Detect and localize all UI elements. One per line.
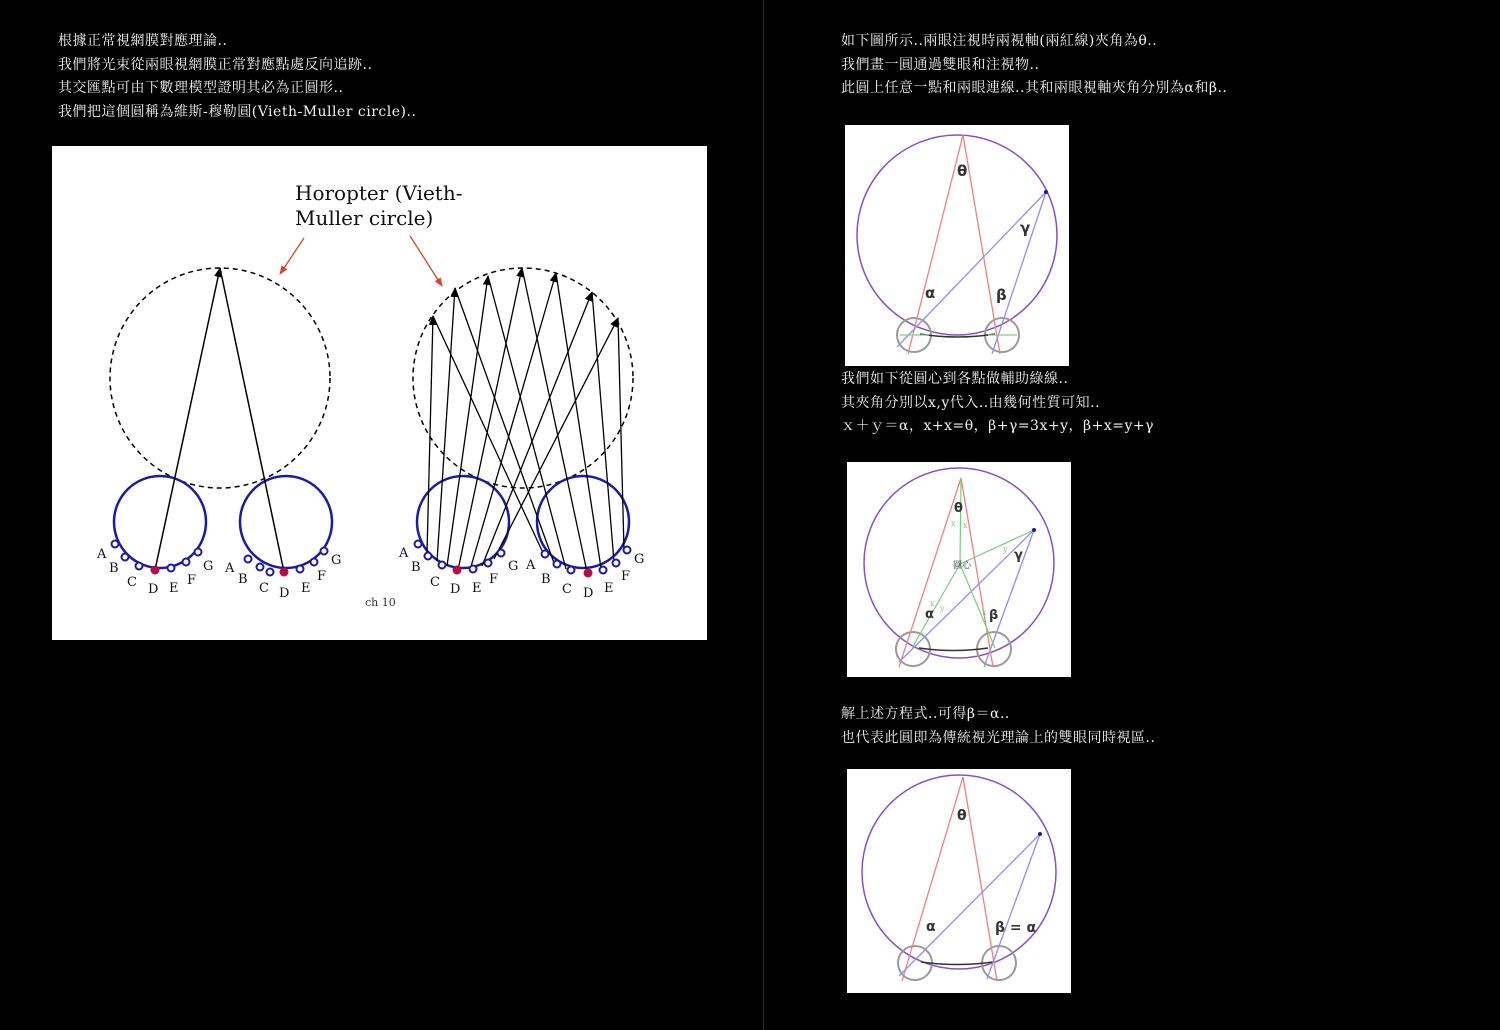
text-line: 解上述方程式..可得β＝α.. [841, 706, 1010, 722]
retina-labels-right [398, 546, 644, 601]
rays-right [427, 268, 624, 572]
geometry-figure-1 [845, 125, 1069, 366]
svg-text:y: y [940, 604, 945, 613]
svg-text:E: E [604, 581, 614, 596]
svg-text:E: E [472, 581, 482, 596]
text-line: 也代表此圓即為傳統視光理論上的雙眼同時視區.. [841, 729, 1156, 746]
visual-axes [902, 777, 997, 981]
text-line: 我們如下從圓心到各點做輔助綠線.. [841, 371, 1069, 387]
figure-title-line1: Horopter (Vieth- [295, 181, 463, 205]
text-line: 其夾角分別以x,y代入..由幾何性質可知.. [841, 394, 1101, 411]
theta-label: θ [957, 808, 967, 824]
svg-text:A: A [225, 561, 235, 576]
visual-axes [899, 478, 993, 667]
gamma-label: γ [1014, 548, 1023, 563]
vieth-muller-circle [862, 775, 1056, 969]
right-paragraph-2 [841, 368, 1154, 439]
right-paragraph-1 [841, 30, 1227, 101]
page-divider [763, 0, 764, 1030]
beta-equals-alpha-label: β = α [995, 920, 1037, 936]
svg-text:D: D [450, 582, 461, 597]
title-pointer-left [280, 238, 304, 274]
figure-title-line2: Muller circle) [295, 206, 434, 230]
svg-text:x: x [930, 599, 935, 608]
svg-text:A: A [526, 558, 536, 573]
slide-label: ch 10 [365, 596, 396, 609]
retina-points-left [112, 541, 328, 576]
retina-labels-left [96, 547, 341, 601]
text-line: 此圓上任意一點和兩眼連線..其和兩眼視軸夾角分別為α和β.. [841, 80, 1228, 96]
svg-text:B: B [238, 572, 248, 587]
svg-text:D: D [279, 586, 290, 601]
svg-text:C: C [127, 575, 137, 590]
svg-text:G: G [508, 559, 519, 574]
svg-text:G: G [331, 553, 342, 568]
left-paragraph [58, 30, 416, 124]
alpha-label: α [925, 607, 934, 622]
svg-text:A: A [97, 547, 107, 562]
alpha-label: α [925, 284, 936, 302]
auxiliary-green-lines [912, 478, 1034, 648]
svg-text:F: F [187, 573, 197, 588]
text-line: 我們將光束從兩眼視網膜正常對應點處反向追跡.. [58, 56, 373, 73]
svg-text:y: y [1003, 545, 1008, 554]
svg-text:F: F [317, 569, 327, 584]
text-line: ｘ＋ｙ＝α，x+x=θ，β+γ=3x+y，β+x=y+γ [841, 418, 1154, 434]
svg-text:G: G [634, 552, 645, 567]
horopter-circle-right [413, 268, 633, 488]
svg-text:x: x [982, 608, 987, 617]
svg-text:C: C [259, 581, 269, 596]
geometry-figure-2 [847, 462, 1071, 677]
svg-text:A: A [399, 546, 409, 561]
svg-text:D: D [148, 582, 159, 597]
point-lines [899, 834, 1040, 979]
ray [155, 268, 220, 570]
svg-text:C: C [562, 582, 572, 597]
svg-text:D: D [583, 586, 594, 601]
eye-left-b [240, 476, 332, 568]
text-line: 如下圖所示..兩眼注視時兩視軸(兩紅線)夾角為θ.. [841, 33, 1158, 49]
svg-text:G: G [203, 559, 214, 574]
center-label: 圓心 [953, 561, 972, 571]
ray [220, 268, 284, 572]
horopter-figure [52, 146, 707, 640]
svg-text:x: x [951, 519, 956, 528]
svg-text:E: E [169, 581, 179, 596]
svg-text:B: B [109, 561, 119, 576]
text-line: 我們把這個圓稱為維斯-穆勒圓(Vieth-Muller circle).. [58, 103, 417, 120]
text-line: 其交匯點可由下數理模型證明其必為正圓形.. [58, 80, 344, 96]
svg-text:B: B [411, 560, 421, 575]
point-lines [897, 192, 1046, 354]
svg-text:x: x [963, 521, 968, 530]
title-pointer-right [410, 236, 442, 286]
horopter-circle-left [110, 268, 330, 488]
text-line: 根據正常視網膜對應理論.. [58, 33, 228, 49]
gamma-label: γ [1020, 219, 1031, 237]
svg-text:E: E [301, 581, 311, 596]
right-paragraph-3 [841, 703, 1155, 750]
geometry-figure-3 [847, 769, 1071, 993]
theta-label: θ [954, 501, 963, 516]
text-line: 我們畫一圓通過雙眼和注視物.. [841, 56, 1040, 73]
svg-text:C: C [430, 575, 440, 590]
theta-label: θ [957, 162, 968, 180]
beta-label: β [989, 608, 999, 623]
alpha-label: α [926, 919, 936, 935]
svg-text:B: B [541, 572, 551, 587]
svg-text:F: F [489, 572, 499, 587]
svg-text:F: F [621, 569, 631, 584]
beta-label: β [996, 286, 1007, 304]
horopter-svg [52, 146, 707, 640]
